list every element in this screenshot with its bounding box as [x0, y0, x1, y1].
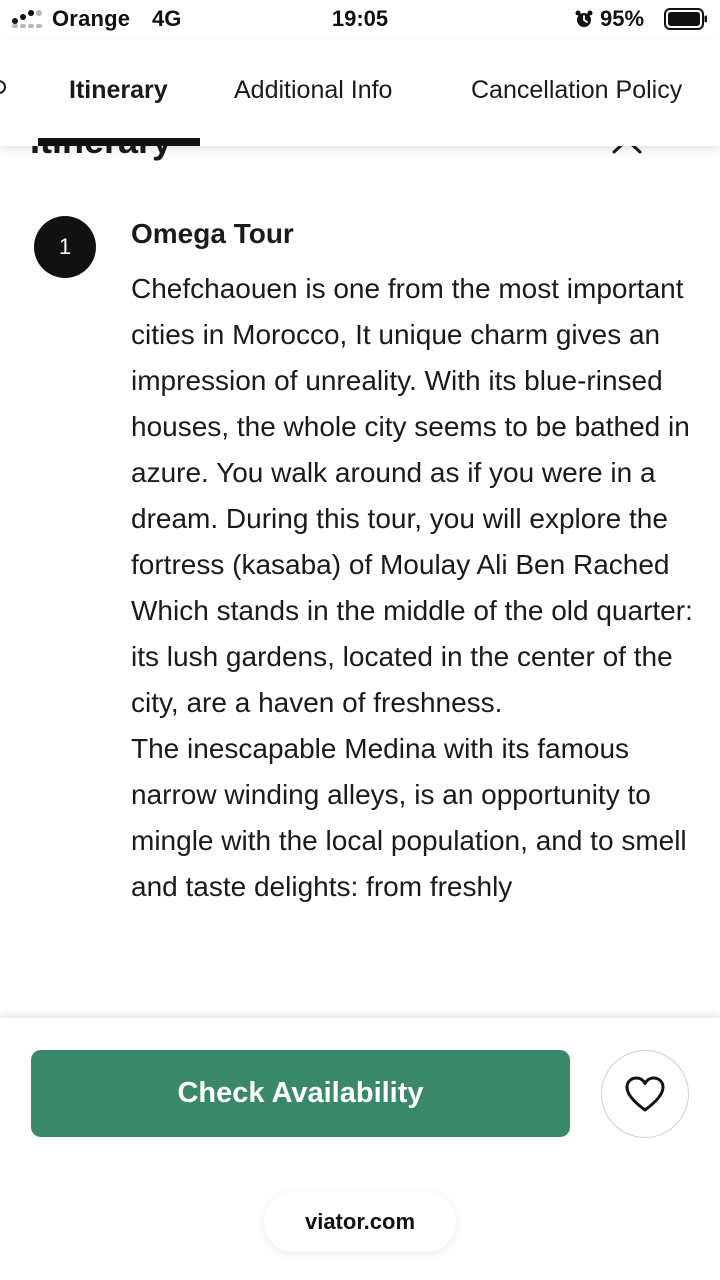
stop-description: [131, 266, 697, 910]
wishlist-button[interactable]: [601, 1050, 689, 1138]
previous-tab-edge-icon[interactable]: [0, 80, 6, 94]
tab-bar: [0, 40, 720, 146]
carrier-name: Orange: [52, 6, 131, 31]
tab-cancellation-policy[interactable]: Cancellation Policy: [471, 76, 683, 104]
description-paragraph: The inescapable Medina with its famous narrow winding alleys, is an opportunity to mingle with the local population, and to smell and taste delights: from freshly: [131, 733, 687, 902]
browser-url-pill[interactable]: viator.com: [264, 1192, 456, 1252]
battery-percent: 95%: [600, 6, 645, 31]
active-tab-indicator: [38, 138, 200, 146]
step-number-badge: 1: [34, 216, 96, 278]
status-bar: [0, 0, 720, 40]
battery-icon: [664, 8, 708, 30]
check-availability-button[interactable]: Check Availability: [31, 1050, 570, 1137]
tab-additional-info[interactable]: Additional Info: [234, 76, 393, 104]
tab-itinerary[interactable]: Itinerary: [69, 76, 168, 104]
clock: 19:05: [331, 6, 389, 31]
stop-title: Omega Tour: [131, 218, 294, 249]
heart-icon: [623, 1074, 667, 1114]
description-paragraph: Chefchaouen is one from the most important cities in Morocco, It unique charm gives an impression of unreality. With its blue-rinsed houses, the whole city seems to be bathed in azure. You walk around as if you were in a dream. During this tour, you will explore the fortress (kasaba) of Moulay Ali Ben Rached Which stands in the middle of the old quarter: its lush gardens, located in the center of the city, are a haven of freshness.: [131, 273, 693, 718]
network-type: 4G: [152, 6, 182, 31]
alarm-icon: [574, 9, 594, 29]
bottom-action-bar: [0, 1018, 720, 1280]
